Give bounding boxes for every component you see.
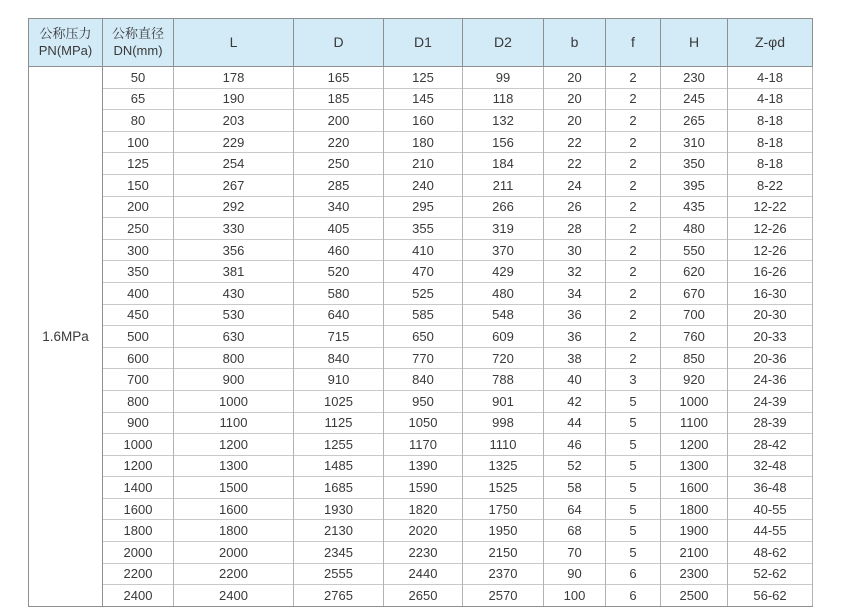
table-cell: 2: [606, 261, 661, 283]
flange-dimension-table: [28, 18, 813, 607]
table-cell: 840: [294, 347, 384, 369]
table-row: [29, 477, 813, 499]
table-cell: 770: [384, 347, 463, 369]
table-cell: 670: [661, 282, 728, 304]
col-header-dn: [103, 19, 174, 67]
table-cell: 190: [174, 88, 294, 110]
col-header-pn: [29, 19, 103, 67]
col-header-d1: D1: [384, 19, 463, 67]
table-cell: 600: [103, 347, 174, 369]
table-cell: 350: [661, 153, 728, 175]
table-cell: 2020: [384, 520, 463, 542]
table-cell: 1685: [294, 477, 384, 499]
table-cell: 901: [463, 390, 544, 412]
table-header: [29, 19, 813, 67]
table-cell: 12-26: [728, 239, 813, 261]
table-cell: 2: [606, 88, 661, 110]
table-cell: 5: [606, 434, 661, 456]
table-cell: 5: [606, 542, 661, 564]
table-cell: 245: [661, 88, 728, 110]
table-row: [29, 304, 813, 326]
table-cell: 203: [174, 110, 294, 132]
table-cell: 240: [384, 174, 463, 196]
table-cell: 2765: [294, 585, 384, 607]
table-cell: 920: [661, 369, 728, 391]
table-cell: 548: [463, 304, 544, 326]
table-row: [29, 498, 813, 520]
table-row: [29, 434, 813, 456]
table-cell: 620: [661, 261, 728, 283]
table-cell: 1930: [294, 498, 384, 520]
table-row: [29, 412, 813, 434]
table-cell: 356: [174, 239, 294, 261]
table-cell: 200: [103, 196, 174, 218]
header-row: [29, 19, 813, 67]
table-cell: 32-48: [728, 455, 813, 477]
table-cell: 267: [174, 174, 294, 196]
table-row: [29, 455, 813, 477]
table-cell: 16-30: [728, 282, 813, 304]
table-cell: 22: [544, 153, 606, 175]
col-header-f: f: [606, 19, 661, 67]
table-cell: 24: [544, 174, 606, 196]
table-cell: 2: [606, 131, 661, 153]
table-cell: 1325: [463, 455, 544, 477]
table-cell: 2100: [661, 542, 728, 564]
table-row: [29, 261, 813, 283]
col-header-z: Z-φd: [728, 19, 813, 67]
table-row: [29, 88, 813, 110]
table-cell: 2130: [294, 520, 384, 542]
table-cell: 2150: [463, 542, 544, 564]
table-row: [29, 282, 813, 304]
table-cell: 2: [606, 174, 661, 196]
table-cell: 405: [294, 218, 384, 240]
table-cell: 1200: [661, 434, 728, 456]
table-cell: 2000: [174, 542, 294, 564]
table-cell: 8-22: [728, 174, 813, 196]
table-cell: 229: [174, 131, 294, 153]
table-cell: 180: [384, 131, 463, 153]
table-cell: 8-18: [728, 153, 813, 175]
table-cell: 184: [463, 153, 544, 175]
table-cell: 1750: [463, 498, 544, 520]
table-cell: 46: [544, 434, 606, 456]
table-cell: 250: [294, 153, 384, 175]
table-cell: 99: [463, 67, 544, 89]
table-cell: 2: [606, 326, 661, 348]
table-cell: 850: [661, 347, 728, 369]
table-cell: 125: [103, 153, 174, 175]
table-cell: 178: [174, 67, 294, 89]
col-header-d: D: [294, 19, 384, 67]
table-cell: 2650: [384, 585, 463, 607]
table-cell: 90: [544, 563, 606, 585]
table-cell: 80: [103, 110, 174, 132]
table-cell: 950: [384, 390, 463, 412]
table-cell: 52-62: [728, 563, 813, 585]
table-cell: 70: [544, 542, 606, 564]
table-cell: 1025: [294, 390, 384, 412]
pressure-cell: 1.6MPa: [29, 67, 103, 607]
table-cell: 1200: [174, 434, 294, 456]
table-cell: 265: [661, 110, 728, 132]
table-cell: 118: [463, 88, 544, 110]
table-cell: 410: [384, 239, 463, 261]
table-cell: 2: [606, 196, 661, 218]
table-cell: 330: [174, 218, 294, 240]
table-cell: 1600: [174, 498, 294, 520]
table-cell: 1200: [103, 455, 174, 477]
table-cell: 1000: [661, 390, 728, 412]
table-cell: 340: [294, 196, 384, 218]
table-cell: 1820: [384, 498, 463, 520]
table-cell: 2: [606, 347, 661, 369]
table-cell: 16-26: [728, 261, 813, 283]
table-cell: 24-36: [728, 369, 813, 391]
table-cell: 1800: [174, 520, 294, 542]
table-cell: 2: [606, 218, 661, 240]
table-cell: 6: [606, 585, 661, 607]
table-body: [29, 67, 813, 607]
table-cell: 2: [606, 110, 661, 132]
table-cell: 44-55: [728, 520, 813, 542]
table-cell: 910: [294, 369, 384, 391]
table-row: [29, 542, 813, 564]
table-row: [29, 390, 813, 412]
table-row: [29, 326, 813, 348]
table-cell: 132: [463, 110, 544, 132]
table-cell: 156: [463, 131, 544, 153]
table-row: [29, 239, 813, 261]
table-cell: 381: [174, 261, 294, 283]
table-cell: 395: [661, 174, 728, 196]
table-cell: 2400: [103, 585, 174, 607]
table-cell: 2: [606, 282, 661, 304]
table-cell: 2230: [384, 542, 463, 564]
table-cell: 22: [544, 131, 606, 153]
table-cell: 50: [103, 67, 174, 89]
table-cell: 12-22: [728, 196, 813, 218]
table-cell: 68: [544, 520, 606, 542]
table-cell: 58: [544, 477, 606, 499]
table-cell: 1500: [174, 477, 294, 499]
table-cell: 350: [103, 261, 174, 283]
col-header-pn-en: PN(MPa): [38, 42, 93, 58]
table-cell: 1400: [103, 477, 174, 499]
table-cell: 5: [606, 477, 661, 499]
table-cell: 700: [661, 304, 728, 326]
table-cell: 480: [661, 218, 728, 240]
table-cell: 34: [544, 282, 606, 304]
table-row: [29, 196, 813, 218]
table-cell: 1600: [103, 498, 174, 520]
table-row: [29, 174, 813, 196]
table-cell: 1170: [384, 434, 463, 456]
table-cell: 1300: [174, 455, 294, 477]
table-cell: 24-39: [728, 390, 813, 412]
table-cell: 2200: [103, 563, 174, 585]
table-cell: 4-18: [728, 67, 813, 89]
table-cell: 355: [384, 218, 463, 240]
table-cell: 28-42: [728, 434, 813, 456]
table-cell: 640: [294, 304, 384, 326]
table-cell: 1100: [661, 412, 728, 434]
col-header-b: b: [544, 19, 606, 67]
table-row: [29, 218, 813, 240]
table-cell: 1390: [384, 455, 463, 477]
table-cell: 20-30: [728, 304, 813, 326]
table-cell: 28-39: [728, 412, 813, 434]
table-cell: 295: [384, 196, 463, 218]
table-row: [29, 67, 813, 89]
table-cell: 480: [463, 282, 544, 304]
table-cell: 2: [606, 153, 661, 175]
table-cell: 1590: [384, 477, 463, 499]
table-cell: 28: [544, 218, 606, 240]
table-cell: 5: [606, 498, 661, 520]
table-cell: 100: [544, 585, 606, 607]
table-cell: 900: [103, 412, 174, 434]
table-cell: 48-62: [728, 542, 813, 564]
table-row: [29, 369, 813, 391]
table-cell: 211: [463, 174, 544, 196]
table-cell: 715: [294, 326, 384, 348]
table-cell: 285: [294, 174, 384, 196]
table-cell: 20: [544, 67, 606, 89]
table-cell: 580: [294, 282, 384, 304]
table-cell: 1110: [463, 434, 544, 456]
table-cell: 38: [544, 347, 606, 369]
table-cell: 2300: [661, 563, 728, 585]
table-cell: 310: [661, 131, 728, 153]
col-header-pn-cn: 公称压力: [39, 26, 92, 42]
table-cell: 8-18: [728, 110, 813, 132]
table-cell: 435: [661, 196, 728, 218]
table-row: [29, 131, 813, 153]
table-cell: 450: [103, 304, 174, 326]
table-cell: 1300: [661, 455, 728, 477]
table-cell: 700: [103, 369, 174, 391]
table-cell: 800: [103, 390, 174, 412]
table-cell: 1100: [174, 412, 294, 434]
table-cell: 40-55: [728, 498, 813, 520]
table-cell: 42: [544, 390, 606, 412]
table-cell: 5: [606, 412, 661, 434]
table-row: [29, 585, 813, 607]
table-cell: 165: [294, 67, 384, 89]
table-cell: 5: [606, 455, 661, 477]
table-cell: 100: [103, 131, 174, 153]
table-cell: 900: [174, 369, 294, 391]
table-cell: 5: [606, 520, 661, 542]
table-cell: 6: [606, 563, 661, 585]
table-cell: 1000: [103, 434, 174, 456]
table-cell: 840: [384, 369, 463, 391]
table-cell: 2000: [103, 542, 174, 564]
table-cell: 1125: [294, 412, 384, 434]
table-cell: 520: [294, 261, 384, 283]
table-cell: 2: [606, 239, 661, 261]
table-cell: 185: [294, 88, 384, 110]
table-cell: 430: [174, 282, 294, 304]
table-cell: 2500: [661, 585, 728, 607]
table-cell: 2345: [294, 542, 384, 564]
table-cell: 32: [544, 261, 606, 283]
table-cell: 998: [463, 412, 544, 434]
table-cell: 36-48: [728, 477, 813, 499]
table-cell: 20-36: [728, 347, 813, 369]
table-cell: 1050: [384, 412, 463, 434]
table-cell: 1900: [661, 520, 728, 542]
table-cell: 1525: [463, 477, 544, 499]
table-cell: 44: [544, 412, 606, 434]
table-cell: 1255: [294, 434, 384, 456]
table-cell: 65: [103, 88, 174, 110]
table-cell: 30: [544, 239, 606, 261]
table-cell: 2440: [384, 563, 463, 585]
table-cell: 1000: [174, 390, 294, 412]
table-cell: 800: [174, 347, 294, 369]
table-cell: 319: [463, 218, 544, 240]
table-cell: 250: [103, 218, 174, 240]
table-cell: 210: [384, 153, 463, 175]
table-cell: 230: [661, 67, 728, 89]
col-header-dn-cn: 公称直径: [111, 26, 164, 42]
table-cell: 585: [384, 304, 463, 326]
table-cell: 36: [544, 304, 606, 326]
table-cell: 8-18: [728, 131, 813, 153]
table-cell: 56-62: [728, 585, 813, 607]
table-cell: 429: [463, 261, 544, 283]
table-cell: 2: [606, 304, 661, 326]
table-cell: 4-18: [728, 88, 813, 110]
table-cell: 52: [544, 455, 606, 477]
table-cell: 1950: [463, 520, 544, 542]
table-cell: 630: [174, 326, 294, 348]
col-header-d2: D2: [463, 19, 544, 67]
table-cell: 266: [463, 196, 544, 218]
table-cell: 145: [384, 88, 463, 110]
table-cell: 125: [384, 67, 463, 89]
table-cell: 20: [544, 110, 606, 132]
table-cell: 2400: [174, 585, 294, 607]
table-cell: 254: [174, 153, 294, 175]
table-cell: 720: [463, 347, 544, 369]
table-cell: 1485: [294, 455, 384, 477]
table-cell: 460: [294, 239, 384, 261]
col-header-h: H: [661, 19, 728, 67]
table-cell: 400: [103, 282, 174, 304]
table-cell: 3: [606, 369, 661, 391]
table-cell: 36: [544, 326, 606, 348]
table-cell: 2: [606, 67, 661, 89]
table-row: [29, 110, 813, 132]
table-row: [29, 347, 813, 369]
table-cell: 1600: [661, 477, 728, 499]
table-cell: 2570: [463, 585, 544, 607]
table-cell: 220: [294, 131, 384, 153]
table-cell: 20: [544, 88, 606, 110]
table-cell: 760: [661, 326, 728, 348]
table-cell: 530: [174, 304, 294, 326]
table-cell: 150: [103, 174, 174, 196]
col-header-l: L: [174, 19, 294, 67]
table-cell: 300: [103, 239, 174, 261]
table-cell: 5: [606, 390, 661, 412]
table-cell: 20-33: [728, 326, 813, 348]
table-cell: 470: [384, 261, 463, 283]
table-cell: 550: [661, 239, 728, 261]
table-cell: 370: [463, 239, 544, 261]
table-cell: 2370: [463, 563, 544, 585]
table-cell: 788: [463, 369, 544, 391]
table-cell: 26: [544, 196, 606, 218]
table-cell: 1800: [103, 520, 174, 542]
table-row: [29, 563, 813, 585]
table-cell: 292: [174, 196, 294, 218]
table-cell: 500: [103, 326, 174, 348]
table-cell: 609: [463, 326, 544, 348]
table-cell: 650: [384, 326, 463, 348]
table-cell: 200: [294, 110, 384, 132]
table-cell: 1800: [661, 498, 728, 520]
table-cell: 12-26: [728, 218, 813, 240]
table-cell: 64: [544, 498, 606, 520]
table-cell: 160: [384, 110, 463, 132]
col-header-dn-en: DN(mm): [113, 42, 163, 58]
table-cell: 2200: [174, 563, 294, 585]
table-row: [29, 153, 813, 175]
table-cell: 2555: [294, 563, 384, 585]
table-cell: 40: [544, 369, 606, 391]
table-row: [29, 520, 813, 542]
table-cell: 525: [384, 282, 463, 304]
